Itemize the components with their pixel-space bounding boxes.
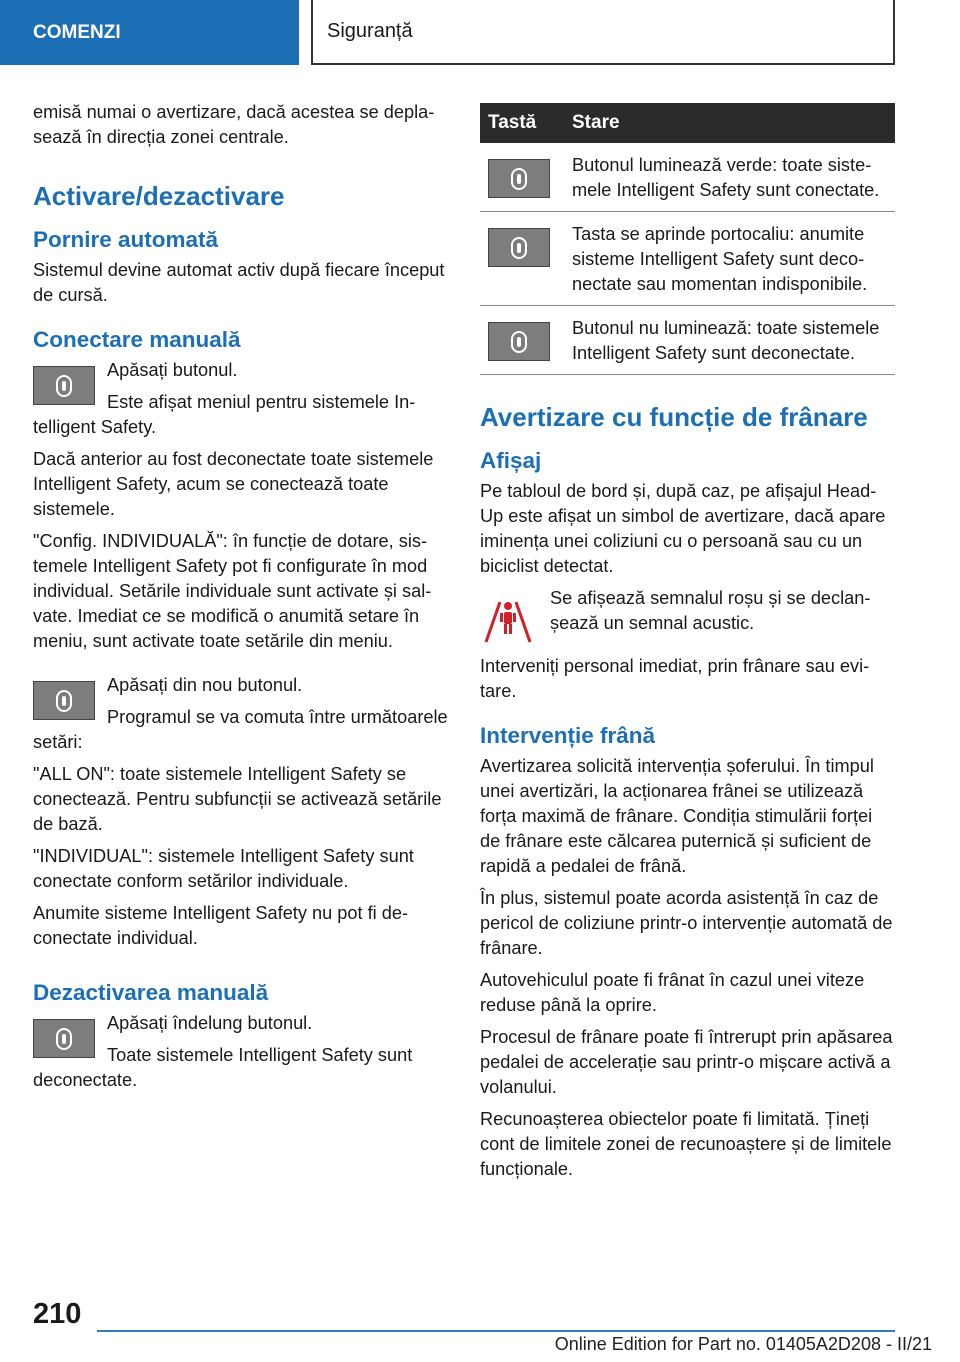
safety-button-icon — [33, 1019, 95, 1058]
table-row — [480, 212, 895, 306]
table-cell-state: Butonul luminează verde: toate sistemele Intelligent Safety sunt conectate. — [564, 143, 895, 212]
individual-text: "INDIVIDUAL": sistemele Intelligent Safety sunt conectate conform setărilor individuale. — [33, 846, 414, 891]
page-number: 210 — [33, 1298, 82, 1330]
table-cell-key — [480, 212, 564, 306]
signal-text: Se afișează semnalul roșu și se declanșează un semnal acustic. — [550, 588, 871, 633]
display-text: Pe tabloul de bord și, după caz, pe afișajul Head-Up este afișat un simbol de avertizare, dacă apare iminența unei coliziuni cu o persoană sau cu un biciclist detectat. — [480, 481, 886, 576]
heading-brake-intervention: Intervenție frână — [480, 723, 656, 748]
safety-button-icon — [488, 228, 550, 267]
press-long-text: Apăsați îndelung butonul. — [107, 1013, 313, 1033]
press-again-text: Apăsați din nou butonul. — [107, 675, 303, 695]
intervene-text: Interveniți personal imediat, prin frânare sau evitare. — [480, 656, 870, 701]
table-cell-state: Tasta se aprinde portocaliu: anumite sisteme Intelligent Safety sunt deconectate sau momentan indisponibile. — [564, 212, 895, 306]
toggle-settings-text: Programul se va comuta între următoarele setări: — [33, 707, 448, 752]
heading-auto-start: Pornire automată — [33, 227, 219, 252]
heading-brake-warning: Avertizare cu funcție de frânare — [480, 402, 868, 432]
menu-shown-text: Este afișat meniul pentru sistemele Intelligent Safety. — [33, 392, 416, 437]
table-cell-key — [480, 143, 564, 212]
safety-button-icon — [488, 159, 550, 198]
brake-text-4: Procesul de frânare poate fi întrerupt prin apăsarea pedalei de accelerație sau printr-o mișcare activă a volanului. — [480, 1027, 893, 1097]
heading-manual-deactivate: Dezactivarea manuală — [33, 980, 269, 1005]
all-deactivated-text: Toate sistemele Intelligent Safety sunt deconectate. — [33, 1045, 413, 1090]
key-state-table — [480, 103, 895, 375]
all-connect-text: Dacă anterior au fost deconectate toate sistemele Intelligent Safety, acum se conectează toate sistemele. — [33, 449, 434, 519]
heading-display: Afișaj — [480, 448, 542, 473]
all-on-text: "ALL ON": toate sistemele Intelligent Safety se conectează. Pentru subfuncții se activează setările de bază. — [33, 764, 442, 834]
page-header-title: Siguranță — [311, 0, 895, 65]
left-column — [33, 100, 449, 1100]
not-individual-text: Anumite sisteme Intelligent Safety nu pot fi deconectate individual. — [33, 903, 409, 948]
footer-divider — [97, 1330, 895, 1332]
table-header-state: Stare — [564, 103, 895, 143]
heading-activation: Activare/dezactivare — [33, 181, 285, 211]
safety-button-icon — [33, 681, 95, 720]
config-individual-text: "Config. INDIVIDUALĂ": în funcție de dotare, sistemele Intelligent Safety pot fi configurate în mod individual. Setările individuale sunt activate și salvate. Imediat ce se modifică o anumită setare în meniu, sunt activate toate setările din meniu. — [33, 531, 432, 651]
section-tab: COMENZI — [0, 0, 299, 65]
safety-button-icon — [33, 366, 95, 405]
auto-start-text: Sistemul devine automat activ după fiecare început de cursă. — [33, 260, 445, 305]
table-cell-state: Butonul nu luminează: toate sistemele Intelligent Safety sunt deconectate. — [564, 306, 895, 375]
heading-manual-connect: Conectare manuală — [33, 327, 241, 352]
brake-text-1: Avertizarea solicită intervenția șoferului. În timpul unei avertizări, la acționarea frânei se utilizează forța maximă de frânare. Condiția stimulării forței de frânare este călcarea puternică și suficient de rapidă a pedalei de frână. — [480, 756, 874, 876]
right-column — [480, 103, 895, 1189]
press-button-text: Apăsați butonul. — [107, 360, 238, 380]
safety-button-icon — [488, 322, 550, 361]
brake-text-3: Autovehiculul poate fi frânat în cazul unei viteze reduse până la oprire. — [480, 970, 865, 1015]
brake-text-5: Recunoașterea obiectelor poate fi limitată. Țineți cont de limitele zonei de recunoaștere și de limitele funcționale. — [480, 1109, 892, 1179]
brake-text-2: În plus, sistemul poate acorda asistență în caz de pericol de coliziune printr-o intervenție automată de frânare. — [480, 888, 893, 958]
table-row — [480, 306, 895, 375]
footer-edition: Online Edition for Part no. 01405A2D208 - II/21 — [554, 1334, 932, 1354]
table-header-key: Tastă — [480, 103, 564, 143]
intro-text: emisă numai o avertizare, dacă acestea se deplasează în direcția zonei centrale. — [33, 102, 435, 147]
table-cell-key — [480, 306, 564, 375]
pedestrian-warning-icon — [480, 590, 536, 646]
table-row — [480, 143, 895, 212]
